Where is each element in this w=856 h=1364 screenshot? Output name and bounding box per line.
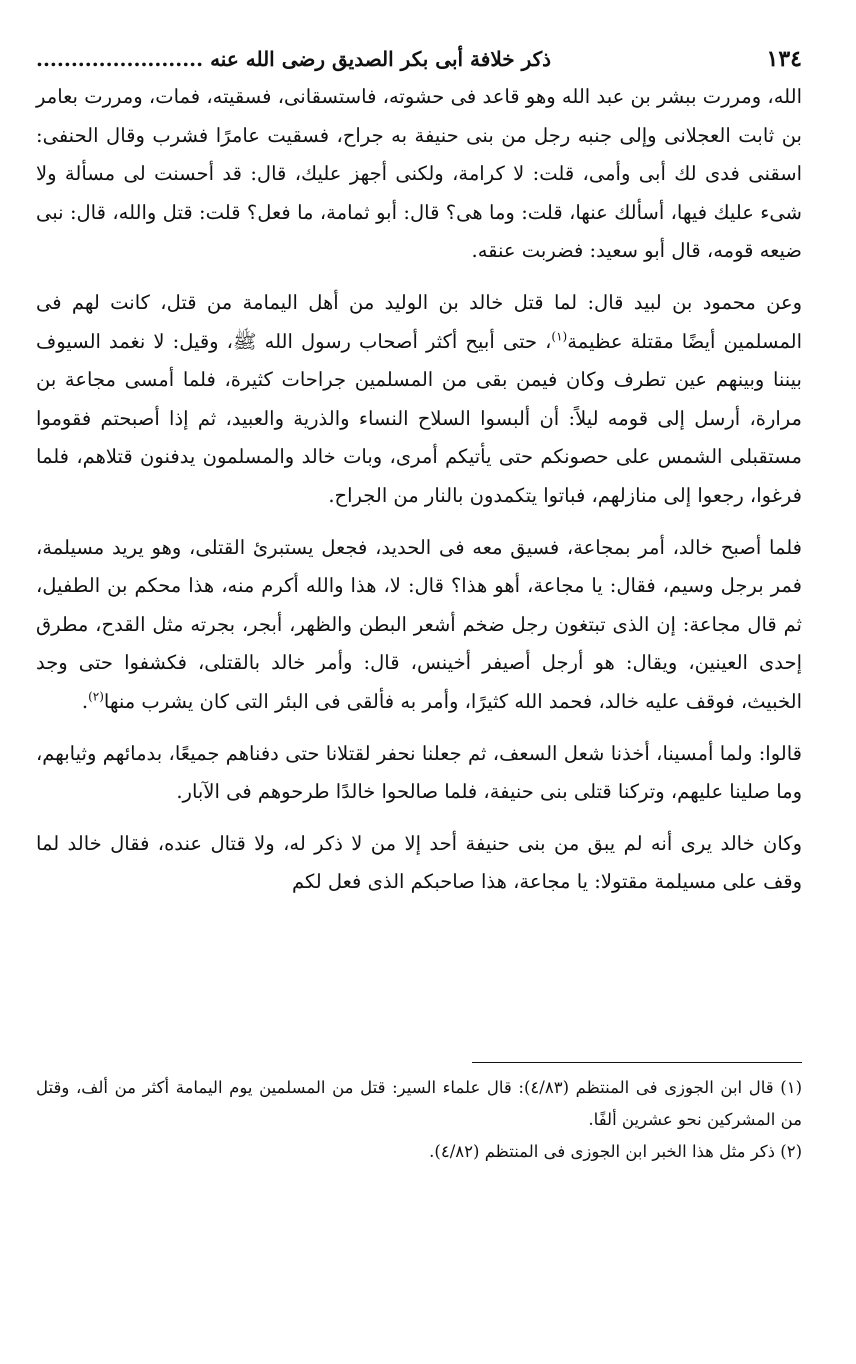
footnote-2: (٢) ذكر مثل هذا الخبر ابن الجوزى فى المنتظم (٤/٨٢).	[429, 1142, 802, 1161]
page-header	[36, 40, 802, 78]
running-title-leader: ........................	[36, 47, 204, 71]
running-title-text: ذكر خلافة أبى بكر الصديق رضى الله عنه	[210, 47, 552, 71]
paragraph-5: وكان خالد يرى أنه لم يبق من بنى حنيفة أحد إلا من لا ذكر له، ولا قتال عنده، فقال خالد لما وقف على مسيلمة مقتولا: يا مجاعة، هذا صاحبكم الذى فعل لكم	[36, 831, 802, 894]
book-page	[36, 40, 802, 1340]
paragraph-1: الله، ومررت ببشر بن عبد الله وهو قاعد فى حشوته، فاستسقانى، فسقيته، فمات، ومررت بعامر بن ثابت العجلانى وإلى جنبه رجل من بنى حنيفة به جراح، فسقيت عامرًا فشرب وقال الحنفى: اسقنى فدى لك أبى وأمى، قلت: لا كرامة، ولكنى أجهز عليك، قال: قد أحسنت لى مسألة ولا شىء عليك فيها، أسألك عنها، قلت: وما هى؟ قال: أبو ثمامة، ما فعل؟ قلت: قتل والله، قال: نبى ضيعه قومه، قال أبو سعيد: فضربت عنقه.	[36, 85, 802, 263]
paragraph-2-text-b: ، حتى أبيح أكثر أصحاب رسول الله ﷺ، وقيل: لا نغمد السيوف بيننا وبينهم عين تطرف وكان فيمن بقى من المسلمين جراحات كثيرة، فلما أمسى مجاعة بن مرارة، أرسل إلى قومه ليلاً: أن ألبسوا السلاح النساء والذرية والعبيد، ثم إذا أصبحتم فقوموا مستقبلى الشمس على حصونكم حتى يأتيكم أمرى، وبات خالد والمسلمون يدفنون قتلاهم، فلما فرغوا، رجعوا إلى منازلهم، فباتوا يتكمدون بالنار من الجراح.	[36, 329, 802, 507]
paragraph-4: قالوا: ولما أمسينا، أخذنا شعل السعف، ثم جعلنا نحفر لقتلانا حتى دفناهم جميعًا، بدمائهم وثيابهم، وما صلينا عليهم، وتركنا قتلى بنى حنيفة، فلما صالحوا خالدًا طرحوهم فى الآبار.	[36, 741, 802, 804]
paragraph-3	[36, 529, 802, 722]
paragraph-2-text-a: وعن محمود بن لبيد قال: لما قتل خالد بن الوليد من أهل اليمامة من قتل، كانت لهم فى المسلمين أيضًا مقتلة عظيمة	[36, 290, 802, 353]
running-title	[36, 40, 551, 78]
footnote-ref-2[interactable]: (٢)	[88, 689, 104, 704]
paragraph-3-text-a: فلما أصبح خالد، أمر بمجاعة، فسيق معه فى الحديد، فجعل يستبرئ القتلى، وهو يريد مسيلمة، فمر برجل وسيم، فقال: يا مجاعة، أهو هذا؟ قال: لا، هذا والله أكرم منه، هذا محكم بن الطفيل، ثم قال مجاعة: إن الذى تبتغون رجل ضخم أشعر البطن والظهر، أبجر، بجرته مثل القدح، مطرق إحدى العينين، ويقال: هو أرجل أصيفر أخينس، قال: وأمر خالد بالقتلى، فكشفوا حتى وجد الخبيث، فوقف عليه خالد، فحمد الله كثيرًا، وأمر به فألقى فى البئر التى كان يشرب منها	[36, 535, 802, 713]
footnote-ref-1[interactable]: (١)	[551, 329, 568, 344]
page-number: ١٣٤	[766, 46, 802, 72]
paragraph-2	[36, 284, 802, 516]
footnote-1: (١) قال ابن الجوزى فى المنتظم (٤/٨٣): قال علماء السير: قتل من المسلمين يوم اليمامة أكثر من ألف، وقتل من المشركين نحو عشرين ألفًا.	[36, 1078, 802, 1129]
footnotes	[36, 1072, 802, 1168]
footnote-divider	[472, 1062, 802, 1063]
paragraph-3-text-b: .	[81, 689, 89, 713]
